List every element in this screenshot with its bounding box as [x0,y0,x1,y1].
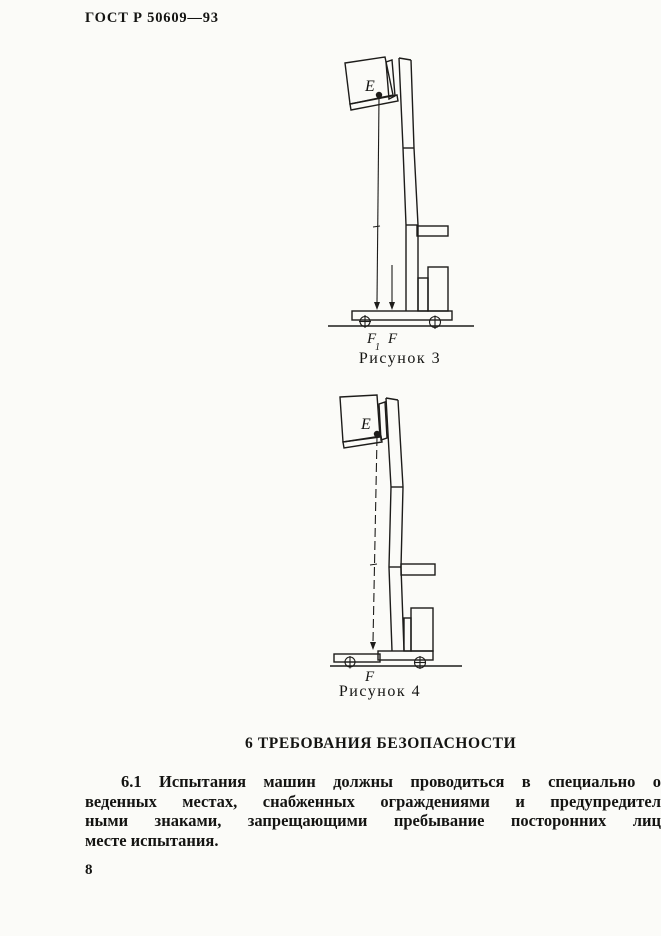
section-heading: 6 ТРЕБОВАНИЯ БЕЗОПАСНОСТИ [245,735,517,752]
force1-label: F [367,331,377,347]
mast [399,58,418,311]
figure-4-caption: Рисунок 4 [338,683,422,700]
force-lines [370,437,377,650]
outrigger [334,654,380,662]
platform-label: E [361,416,371,433]
figure-3-caption: Рисунок 3 [358,350,442,367]
figure-3-drawing [320,50,480,350]
force2-label: F [388,331,398,347]
force-label: F [365,669,375,685]
small-box [418,278,428,311]
large-box [411,608,433,651]
force-lines [373,98,395,310]
mast [386,398,404,651]
document-header: ГОСТ Р 50609—93 [85,10,219,26]
right-wheel-icon [430,316,441,330]
right-wheel-icon [414,656,426,669]
pivot-point-dot [376,92,382,98]
force1-subscript: 1 [375,342,380,350]
page-number: 8 [85,862,93,878]
base-platform [378,651,433,660]
side-arm [401,564,435,575]
paragraph-line: веденных местах, снабженных ограждениями и предупредител [85,791,661,811]
pivot-point-dot [374,431,380,437]
paragraph-line: месте испытания. [85,830,219,850]
paragraph-line: ными знаками, запрещающими пребывание посторонних лиц [85,811,661,830]
base-platform [352,311,452,320]
figure-3 [320,50,480,350]
small-box [404,618,411,651]
figure-4-drawing [320,390,480,690]
platform-label: E [365,78,375,95]
side-arm [417,226,448,236]
paragraph-line: 6.1 Испытания машин должны проводиться в специально о [121,772,661,791]
figure-4 [320,390,480,690]
large-box [428,267,448,311]
paragraph-6-1 [85,772,661,850]
